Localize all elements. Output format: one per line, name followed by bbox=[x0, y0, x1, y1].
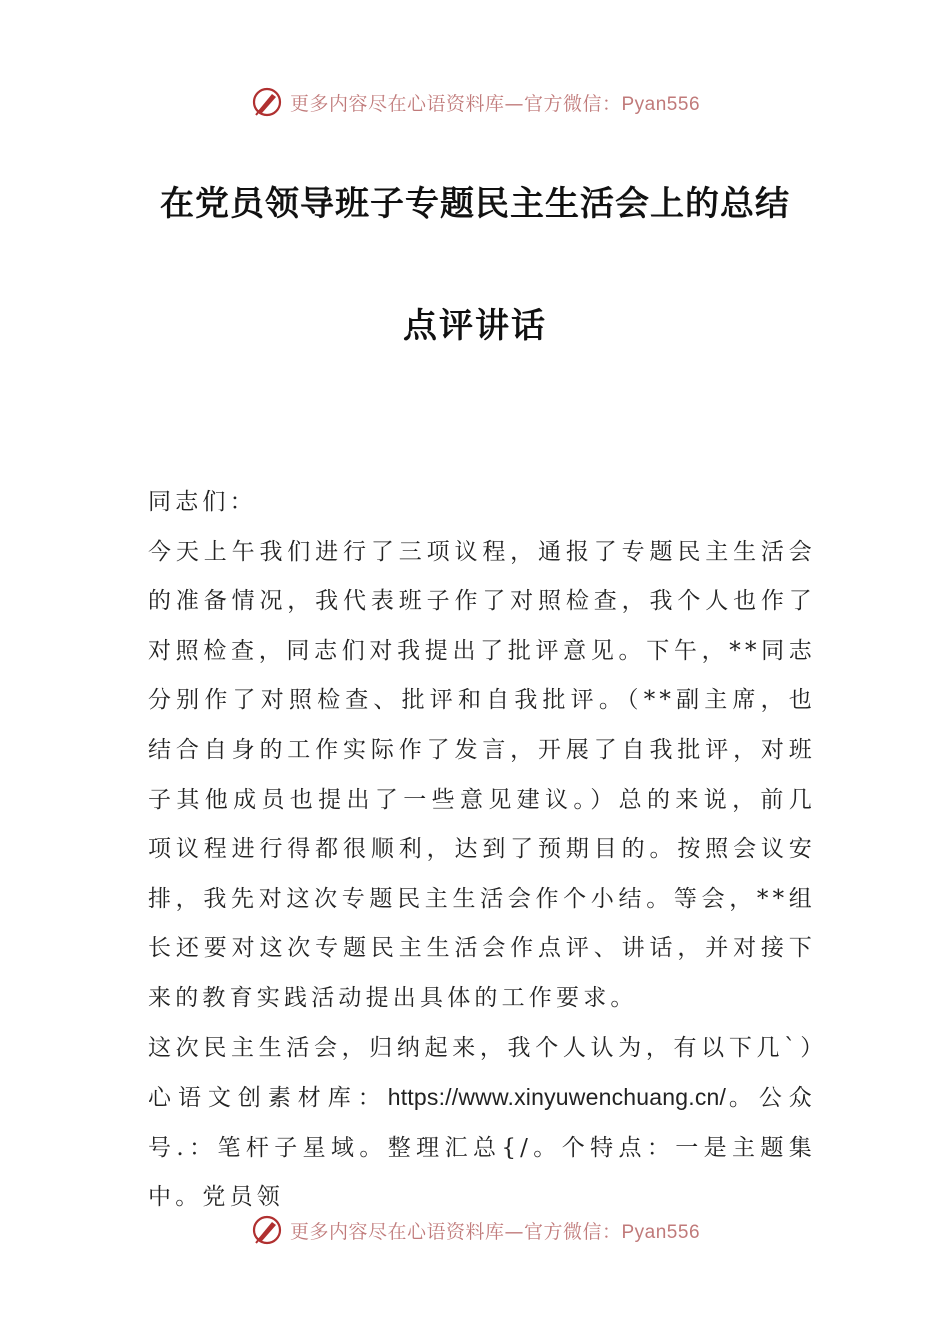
paragraph-2 bbox=[148, 1024, 816, 1223]
paragraph-1: 今天上午我们进行了三项议程，通报了专题民主生活会的准备情况，我代表班子作了对照检查，我个人也作了对照检查，同志们对我提出了批评意见。下午，**同志分别作了对照检查、批评和自我批评。（**副主席，也结合自身的工作实际作了发言，开展了自我批评，对班子其他成员也提出了一些意见建议。）总的来说，前几项议程进行得都很顺利，达到了预期目的。按照会议安排，我先对这次专题民主生活会作个小结。等会，**组长还要对这次专题民主生活会作点评、讲话，并对接下来的教育实践活动提出具体的工作要求。 bbox=[148, 538, 816, 1011]
footer-wechat-id: Pyan556 bbox=[621, 1221, 701, 1243]
header-banner-text: 更多内容尽在心语资料库—官方微信： bbox=[289, 92, 622, 115]
paragraph-2-part-a: 这次民主生活会，归纳起来，我个人认为，有以下几`）心语文创素材库： bbox=[148, 1034, 816, 1112]
paragraph-2-part-b: 。公众号.：笔杆子星域。整理汇总{/。个特点：一是主题集中。党员领 bbox=[148, 1085, 816, 1211]
salutation: 同志们： bbox=[148, 489, 257, 515]
header-banner bbox=[0, 82, 950, 122]
footer-banner-text: 更多内容尽在心语资料库—官方微信： bbox=[289, 1220, 622, 1243]
pen-circle-logo-icon bbox=[250, 1213, 284, 1247]
page-title-line1: 在党员领导班子专题民主生活会上的总结 bbox=[160, 184, 790, 224]
website-link: https://www.xinyuwenchuang.cn/ bbox=[387, 1084, 727, 1111]
header-wechat-id: Pyan556 bbox=[621, 93, 701, 115]
page-title-line2: 点评讲话 bbox=[403, 306, 547, 346]
pen-circle-logo-icon bbox=[250, 85, 284, 119]
document-body bbox=[148, 478, 816, 1223]
footer-banner bbox=[0, 1210, 950, 1250]
